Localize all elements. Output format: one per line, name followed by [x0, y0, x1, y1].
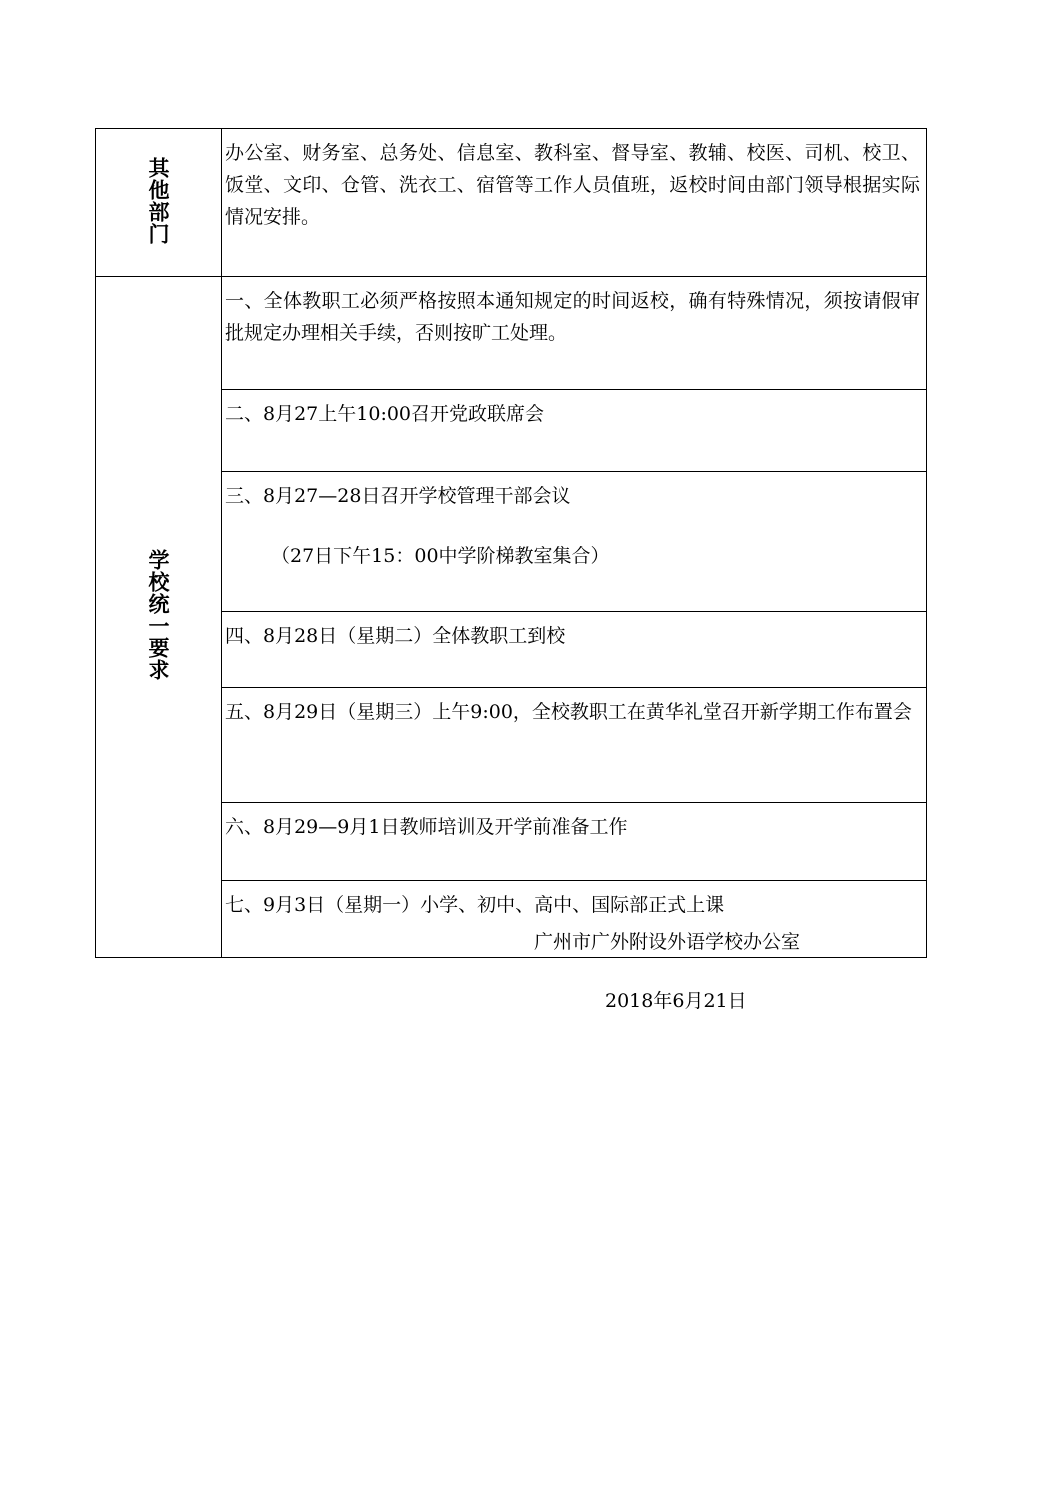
requirement-item-7: 七、9月3日（星期一）小学、初中、高中、国际部正式上课 — [222, 881, 927, 958]
requirement-item-3-text: 三、8月27—28日召开学校管理干部会议 — [225, 485, 571, 507]
other-departments-label: 其他部门 — [146, 156, 171, 245]
schedule-table — [95, 128, 927, 958]
requirement-item-6: 六、8月29—9月1日教师培训及开学前准备工作 — [222, 803, 927, 881]
requirement-item-4: 四、8月28日（星期二）全体教职工到校 — [222, 612, 927, 688]
requirement-row — [96, 277, 927, 390]
school-requirements-label-cell — [96, 277, 222, 958]
school-requirements-label: 学校统一要求 — [146, 549, 171, 681]
other-departments-label-cell — [96, 129, 222, 277]
signature-organization: 广州市广外附设外语学校办公室 — [534, 931, 801, 953]
requirement-item-3 — [222, 472, 927, 612]
requirement-item-3-note: （27日下午15：00中学阶梯教室集合） — [271, 545, 610, 567]
other-departments-row — [96, 129, 927, 277]
other-departments-content: 办公室、财务室、总务处、信息室、教科室、督导室、教辅、校医、司机、校卫、饭堂、文印、仓管、洗衣工、宿管等工作人员值班，返校时间由部门领导根据实际情况安排。 — [222, 129, 927, 277]
requirement-item-5: 五、8月29日（星期三）上午9:00，全校教职工在黄华礼堂召开新学期工作布置会 — [222, 688, 927, 803]
requirement-item-1: 一、全体教职工必须严格按照本通知规定的时间返校，确有特殊情况，须按请假审批规定办理相关手续，否则按旷工处理。 — [222, 277, 927, 390]
requirement-item-2: 二、8月27上午10:00召开党政联席会 — [222, 390, 927, 472]
signature-date: 2018年6月21日 — [605, 990, 747, 1012]
